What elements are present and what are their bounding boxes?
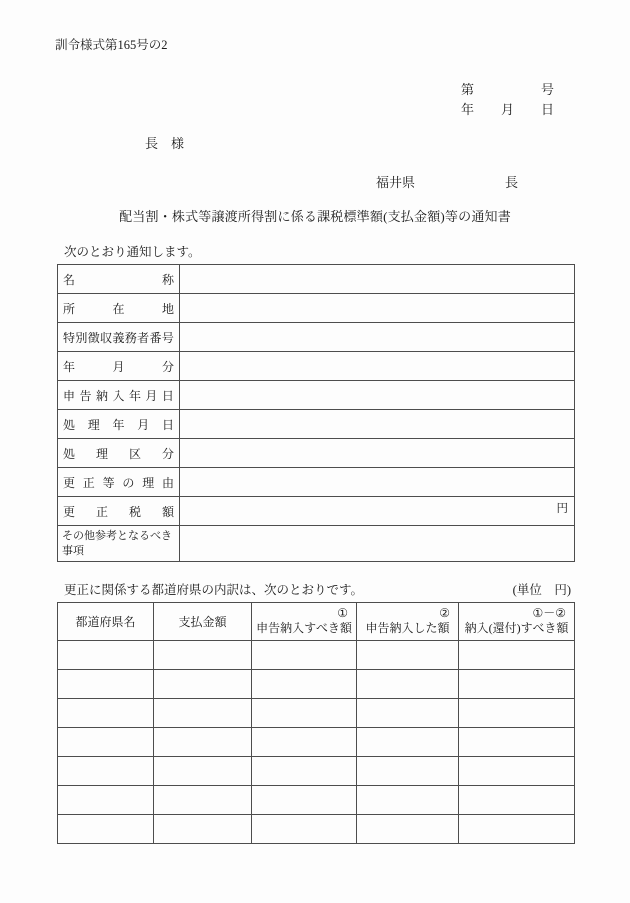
- column-circled-number: ②: [439, 606, 450, 621]
- breakdown-cell: [58, 670, 154, 699]
- breakdown-cell: [252, 757, 357, 786]
- breakdown-intro-line: 更正に関係する都道府県の内訳は、次のとおりです。: [64, 583, 364, 597]
- row-label: [58, 352, 180, 381]
- row-value: [180, 439, 575, 468]
- column-header-payment-amount: 支払金額: [154, 603, 252, 641]
- breakdown-row: [58, 786, 575, 815]
- row-value: [180, 294, 575, 323]
- row-label-text: 所 在 地: [63, 301, 174, 316]
- row-label-text: 年 月 分: [63, 359, 174, 374]
- date-day-label: 日: [540, 102, 554, 117]
- breakdown-cell: [357, 757, 459, 786]
- breakdown-cell: [357, 670, 459, 699]
- breakdown-cell: [459, 815, 575, 844]
- row-value: [180, 323, 575, 352]
- breakdown-cell: [154, 757, 252, 786]
- notification-row: [58, 323, 575, 352]
- unit-label: (単位 円): [512, 583, 571, 597]
- breakdown-header-row: [58, 603, 575, 641]
- row-label: [58, 381, 180, 410]
- breakdown-cell: [357, 728, 459, 757]
- sender-title: 長: [505, 175, 519, 190]
- notification-row: [58, 439, 575, 468]
- date-month-label: 月: [500, 102, 514, 117]
- notification-row: [58, 526, 575, 562]
- breakdown-cell: [58, 786, 154, 815]
- date-year-label: 年: [461, 102, 475, 117]
- breakdown-cell: [252, 786, 357, 815]
- row-label: [58, 265, 180, 294]
- row-label: [58, 497, 180, 526]
- breakdown-cell: [357, 699, 459, 728]
- row-label-text: 特 別 徴 収 義 務 者 番 号: [63, 330, 174, 345]
- breakdown-cell: [154, 815, 252, 844]
- notification-row: [58, 497, 575, 526]
- row-value: [180, 265, 575, 294]
- breakdown-row: [58, 757, 575, 786]
- breakdown-cell: [357, 815, 459, 844]
- notification-row: [58, 410, 575, 439]
- notification-row: [58, 294, 575, 323]
- breakdown-cell: [459, 670, 575, 699]
- breakdown-cell: [459, 728, 575, 757]
- sender-prefecture: 福井県: [376, 175, 416, 190]
- row-label-text: 処 理 年 月 日: [63, 417, 174, 432]
- breakdown-cell: [58, 815, 154, 844]
- doc-number-prefix: 第: [461, 82, 475, 97]
- column-header-prefecture-name: 都道府県名: [58, 603, 154, 641]
- breakdown-cell: [459, 757, 575, 786]
- row-value: [180, 526, 575, 562]
- breakdown-cell: [459, 641, 575, 670]
- breakdown-cell: [154, 641, 252, 670]
- column-label: 申告納入すべき額: [256, 621, 352, 636]
- row-label: [58, 410, 180, 439]
- unit-yen: 円: [556, 503, 568, 515]
- row-value: [180, 497, 575, 526]
- row-value: [180, 381, 575, 410]
- breakdown-cell: [252, 641, 357, 670]
- breakdown-table: [57, 602, 575, 844]
- row-label-text: 申 告 納 入 年 月 日: [63, 388, 174, 403]
- row-label: [58, 294, 180, 323]
- notification-row: [58, 265, 575, 294]
- breakdown-cell: [252, 670, 357, 699]
- breakdown-row: [58, 641, 575, 670]
- notice-intro-line: 次のとおり通知します。: [64, 245, 201, 259]
- breakdown-cell: [459, 699, 575, 728]
- breakdown-cell: [154, 699, 252, 728]
- breakdown-cell: [154, 728, 252, 757]
- doc-number-suffix: 号: [540, 82, 554, 97]
- row-label-text: 名 称: [63, 272, 174, 287]
- doc-number-line: [461, 83, 554, 96]
- row-label: [58, 323, 180, 352]
- breakdown-cell: [252, 699, 357, 728]
- row-value: [180, 352, 575, 381]
- breakdown-cell: [58, 641, 154, 670]
- column-header-amount-paid: [357, 603, 459, 641]
- breakdown-cell: [154, 786, 252, 815]
- breakdown-cell: [357, 641, 459, 670]
- notification-table: [57, 264, 575, 562]
- breakdown-cell: [154, 670, 252, 699]
- notification-row: [58, 381, 575, 410]
- form-style-number: 訓令様式第165号の2: [55, 38, 168, 52]
- column-header-amount-to-pay: [252, 603, 357, 641]
- document-title: 配当割・株式等譲渡所得割に係る課税標準額(支払金額)等の通知書: [119, 209, 511, 224]
- doc-number-date-block: [461, 83, 554, 123]
- column-circled-number: ①: [337, 606, 348, 621]
- breakdown-row: [58, 670, 575, 699]
- breakdown-row: [58, 699, 575, 728]
- row-label: その他参考となるべき事項: [58, 526, 180, 562]
- breakdown-row: [58, 728, 575, 757]
- breakdown-cell: [459, 786, 575, 815]
- row-value: [180, 468, 575, 497]
- breakdown-row: [58, 815, 575, 844]
- row-label-text: 処 理 区 分: [63, 446, 174, 461]
- notification-row: [58, 352, 575, 381]
- column-circled-number: ①－②: [532, 606, 566, 621]
- row-value: [180, 410, 575, 439]
- addressee-line: 長 様: [145, 136, 185, 151]
- column-label: 納入(還付)すべき額: [464, 621, 569, 636]
- notification-row: [58, 468, 575, 497]
- breakdown-cell: [58, 728, 154, 757]
- breakdown-cell: [252, 815, 357, 844]
- breakdown-cell: [58, 699, 154, 728]
- row-label: [58, 439, 180, 468]
- column-label: 申告納入した額: [365, 621, 450, 636]
- breakdown-cell: [58, 757, 154, 786]
- column-header-amount-balance: [459, 603, 575, 641]
- row-label: [58, 468, 180, 497]
- row-label-text: 更 正 税 額: [63, 504, 174, 519]
- breakdown-cell: [252, 728, 357, 757]
- row-label-text: 更 正 等 の 理 由: [63, 475, 174, 490]
- doc-date-line: [461, 103, 554, 116]
- breakdown-cell: [357, 786, 459, 815]
